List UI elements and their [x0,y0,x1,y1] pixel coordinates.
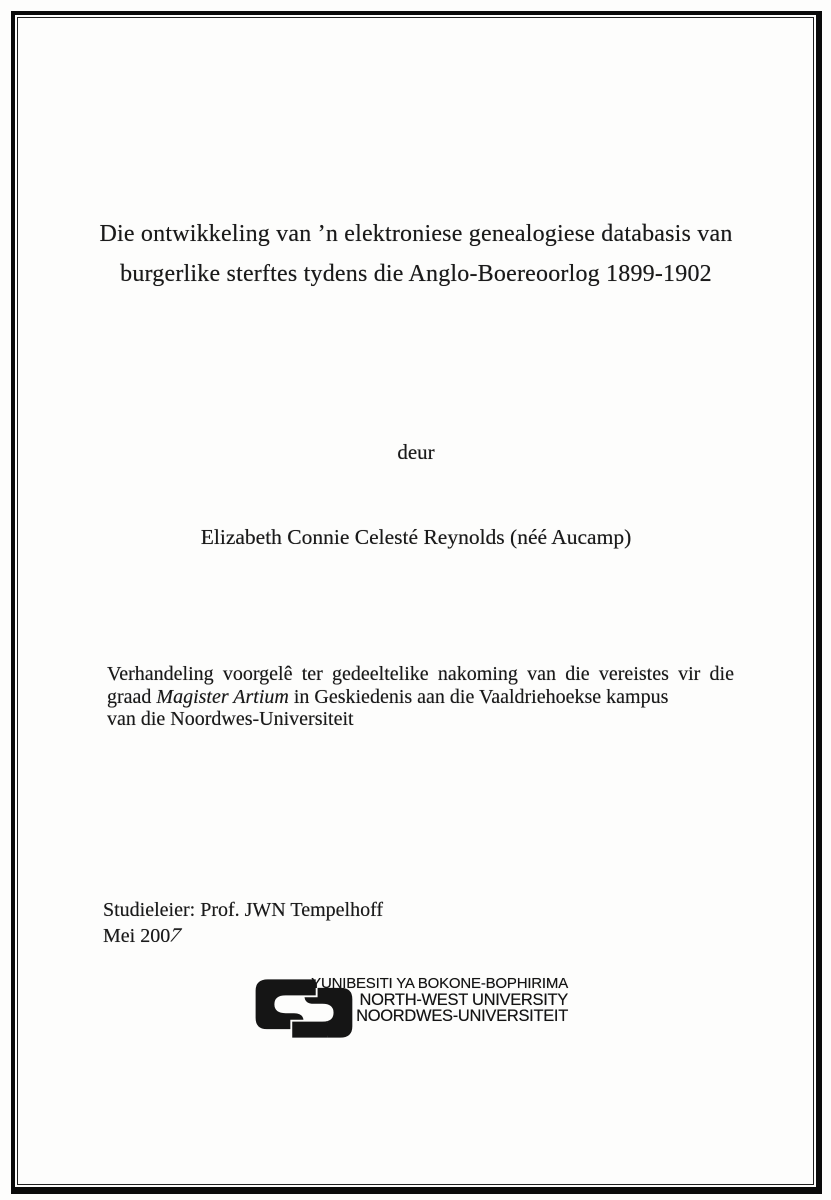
logo-line-setswana: YUNIBESITI YA BOKONE-BOPHIRIMA [311,975,568,992]
date-last-digit: 7 [166,924,185,947]
degree-prefix: graad [107,685,157,708]
degree-name-italic: Magister Artium [156,685,289,708]
date-prefix: Mei 200 [103,925,171,947]
logo-line-afrikaans: NOORDWES-UNIVERSITEIT [356,1007,568,1026]
submission-statement [107,663,734,731]
nwu-logo-wordmark [311,976,568,1025]
author-name: Elizabeth Connie Celesté Reynolds (néé Aucamp) [200,525,632,549]
byline-deur: deur [397,440,435,464]
title-line-2: burgerlike sterftes tydens die Anglo-Boereoorlog 1899-1902 [120,260,712,287]
thesis-title [14,215,818,294]
submission-line-1: Verhandeling voorgelê ter gedeeltelike nakoming van die vereistes vir die [107,663,734,685]
title-line-1: Die ontwikkeling van ’n elektroniese genealogiese databasis van [99,221,733,247]
supervisor-block [103,897,383,949]
logo-line-english: NORTH-WEST UNIVERSITY [359,991,568,1009]
date-line [103,923,383,949]
submission-line-2 [107,686,734,709]
submission-line-3: van die Noordwes-Universiteit [107,708,354,731]
supervisor-line: Studieleier: Prof. JWN Tempelhoff [103,899,384,921]
degree-suffix: in Geskiedenis aan die Vaaldriehoekse kampus [288,685,669,708]
